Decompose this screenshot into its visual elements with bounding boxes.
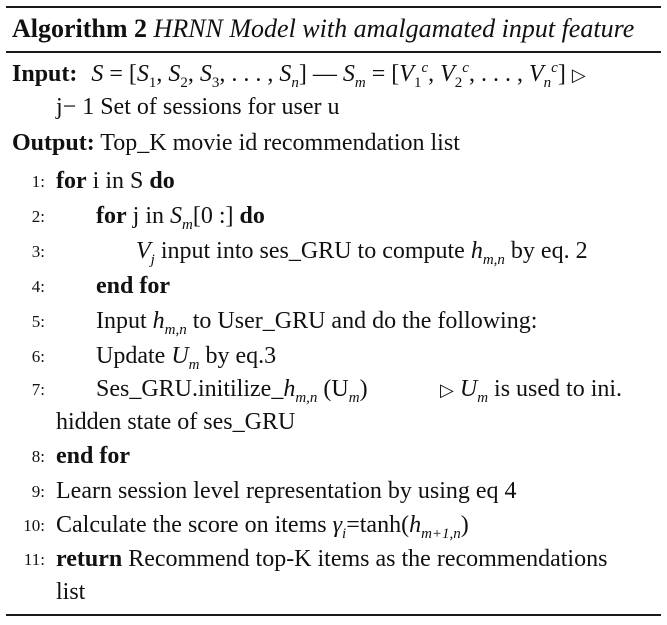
math-u: U xyxy=(459,376,478,402)
line-number: 2: xyxy=(31,207,45,226)
keyword-for: for xyxy=(56,168,87,194)
line-text: input into ses_GRU to compute xyxy=(154,238,471,264)
algorithm-label: Algorithm 2 xyxy=(12,14,148,43)
line-number: 6: xyxy=(31,347,45,366)
line-number: 9: xyxy=(31,482,45,501)
line-text: Calculate the score on items xyxy=(56,512,333,538)
math-sub: m xyxy=(348,389,360,406)
keyword-for: for xyxy=(96,203,127,229)
math-s: S xyxy=(170,203,182,229)
math-sub: m,n xyxy=(295,389,318,406)
math-sub: m xyxy=(477,389,489,406)
math-h: h xyxy=(283,376,296,402)
line-number: 8: xyxy=(31,447,45,466)
paren-close: ) xyxy=(460,512,469,538)
line-number: 11: xyxy=(23,550,45,569)
input-dash: — xyxy=(312,61,337,87)
math-sub: m,n xyxy=(164,321,187,338)
line-number: 1: xyxy=(31,172,45,191)
line-rest: to User_GRU and do the following: xyxy=(186,308,538,334)
math-sub: m,n xyxy=(482,251,505,268)
math-sub: m xyxy=(182,216,193,233)
caption-rule xyxy=(6,51,661,53)
keyword-return: return xyxy=(56,546,123,572)
line-text: j in xyxy=(126,203,170,229)
algorithm-caption xyxy=(12,12,657,46)
wrapped-text: list xyxy=(56,579,86,605)
keyword-do: do xyxy=(239,203,265,229)
algorithm-title: HRNN Model with amalgamated input feature xyxy=(153,14,635,43)
math-u: U xyxy=(171,343,189,369)
math-h: h xyxy=(152,308,165,334)
line-number: 5: xyxy=(31,312,45,331)
line-rest: by eq. 2 xyxy=(504,238,588,264)
line-number: 10: xyxy=(23,516,45,535)
comment-triangle-icon: ▷ xyxy=(440,380,454,400)
comment-triangle-icon: ▷ xyxy=(571,65,586,85)
line-rest: by eq.3 xyxy=(199,343,277,369)
comment-text: is used to ini. xyxy=(488,376,623,402)
line-number: 3: xyxy=(31,242,45,261)
line-rest: =tanh( xyxy=(346,512,410,538)
bottom-rule xyxy=(6,614,661,616)
wrapped-text: hidden state of ses_GRU xyxy=(56,409,296,435)
math-h: h xyxy=(409,512,422,538)
keyword-end-for: end for xyxy=(56,443,130,469)
line-text: Input xyxy=(96,308,153,334)
math-v: V xyxy=(136,238,151,264)
math-gamma: γ xyxy=(332,512,343,538)
math-sub: m xyxy=(188,356,200,373)
math-sub: m+1,n xyxy=(421,525,461,542)
line-text: i in S xyxy=(86,168,150,194)
top-rule xyxy=(6,6,661,8)
line-text: Ses_GRU.initilize_ xyxy=(96,376,284,402)
line-number: 7: xyxy=(31,380,45,399)
math-sub: j xyxy=(150,251,155,268)
input-comment: j− 1 Set of sessions for user u xyxy=(56,94,340,120)
paren-close: ) xyxy=(359,376,368,402)
line-text: Learn session level representation by using eq 4 xyxy=(56,478,517,504)
math-sub: i xyxy=(342,525,347,542)
output-keyword: Output: xyxy=(12,130,95,156)
line-text: Update xyxy=(96,343,172,369)
keyword-end-for: end for xyxy=(96,273,170,299)
output-text: Top_K movie id recommendation list xyxy=(100,130,460,156)
algorithm-box: Algorithm 2 HRNN Model with amalgamated input feature Input: $S = [S_1$, $S_2$, $S_3$, . . . , $S_n$] — $S_m = [V_1^c$, $V_2^c$, . . . , $V_n^c$] ▷ j− 1 Set of sessions for user u Output: Top_K movie id recommendation list 1: for i in S do 2: for j in $S_m[0$ :] do 3: $V_j$ input into ses_GRU to compute $h_{m,n}$ by eq. 2 4: end for 5: Input $h_{m,n}$ to User_GRU and do the following: 6: Update $U_m$ by eq.3 7: $Ses\_GRU.initilize\_h_{m,n}$ $(U_m)$ ▷ $U_m$ is used to ini. hidden state of ses_GRU 8: end for 9: Learn session level representation by using eq 4 10: Calculate the score on items $\gamma_i=\tanh(h_{m+1,n})$ 11: return Recommend top-K items as the recommendations list xyxy=(0,0,667,625)
line-number: 4: xyxy=(31,277,45,296)
math-h: h xyxy=(470,238,483,264)
keyword-do: do xyxy=(149,168,175,194)
input-keyword: Input: xyxy=(12,61,78,87)
line-text: Recommend top-K items as the recommendations xyxy=(122,546,608,572)
line-rest: [0 :] xyxy=(192,203,240,229)
paren-open: (U xyxy=(317,376,349,402)
